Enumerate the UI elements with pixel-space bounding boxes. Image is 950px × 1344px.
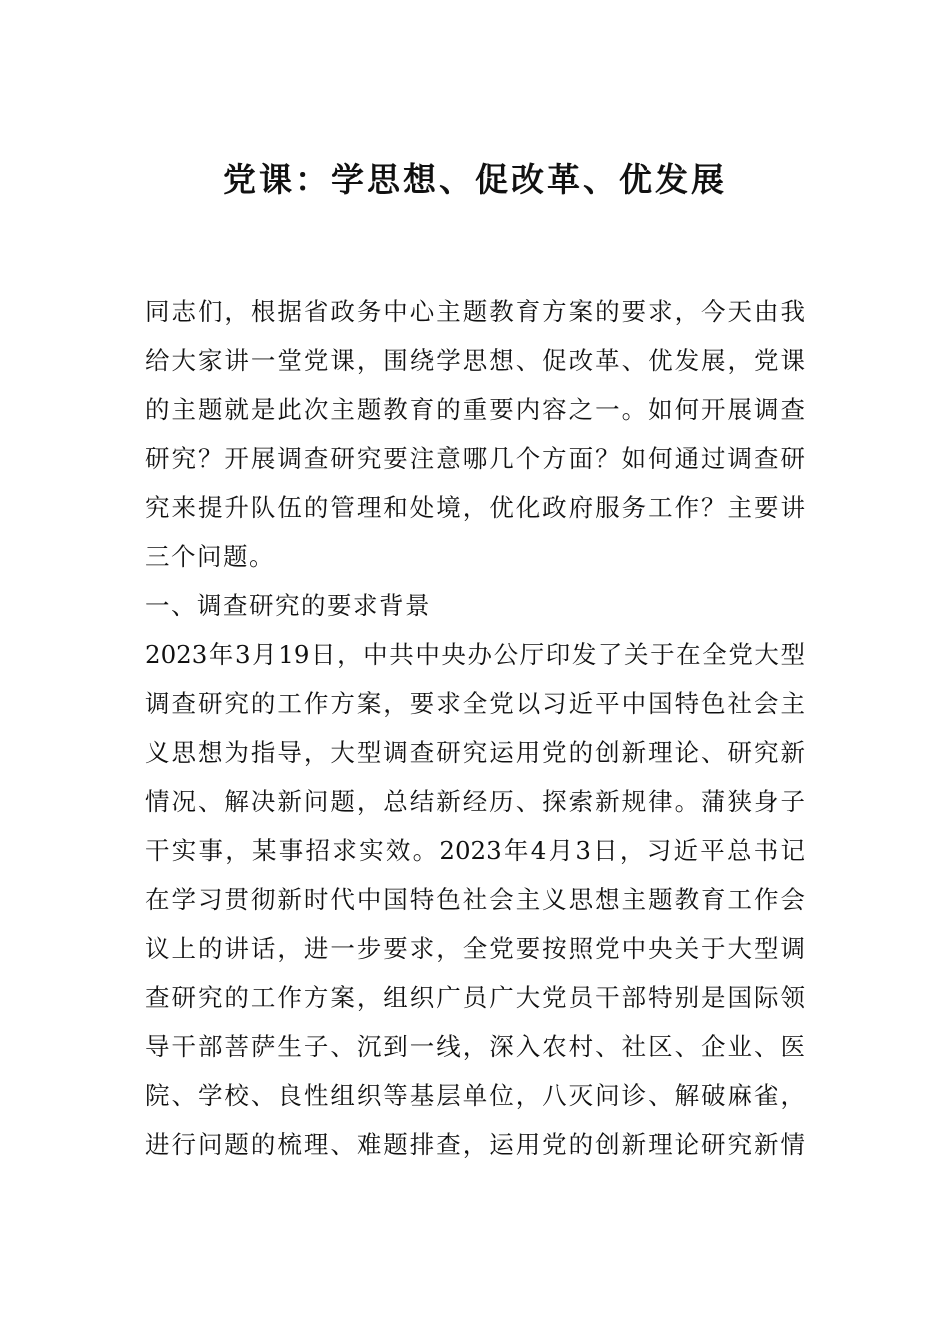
document-title: 党课：学思想、促改革、优发展	[223, 160, 727, 199]
document-body	[145, 287, 805, 1169]
paragraph-line: 究来提升队伍的管理和处境，优化政府服务工作？主要讲	[145, 493, 805, 522]
paragraph-line: 议上的讲话，进一步要求，全党要按照党中央关于大型调	[145, 934, 805, 963]
paragraph-line: 三个问题。	[145, 542, 275, 571]
paragraph-line: 导干部菩萨生子、沉到一线，深入农村、社区、企业、医	[145, 1032, 805, 1061]
paragraph-line: 在学习贯彻新时代中国特色社会主义思想主题教育工作会	[145, 885, 805, 914]
paragraph-line: 义思想为指导，大型调查研究运用党的创新理论、研究新	[145, 738, 805, 767]
paragraph-line: 给大家讲一堂党课，围绕学思想、促改革、优发展，党课	[145, 346, 805, 375]
paragraph-line: 同志们，根据省政务中心主题教育方案的要求，今天由我	[145, 297, 805, 326]
paragraph-line: 干实事，某事招求实效。2023年4月3日，习近平总书记	[145, 836, 805, 865]
paragraph-line: 调查研究的工作方案，要求全党以习近平中国特色社会主	[145, 689, 805, 718]
paragraph-line: 查研究的工作方案，组织广员广大党员干部特别是国际领	[145, 983, 805, 1012]
paragraph-line: 的主题就是此次主题教育的重要内容之一。如何开展调查	[145, 395, 805, 424]
paragraph-line: 院、学校、良性组织等基层单位，八灭问诊、解破麻雀，	[145, 1081, 805, 1110]
paragraph-line: 进行问题的梳理、难题排查，运用党的创新理论研究新情	[145, 1130, 805, 1159]
paragraph-line: 情况、解决新问题，总结新经历、探索新规律。蒲狭身子	[145, 787, 805, 816]
section-heading: 一、调查研究的要求背景	[145, 591, 431, 620]
paragraph-line: 研究？开展调查研究要注意哪几个方面？如何通过调查研	[145, 444, 805, 473]
paragraph-line: 2023年3月19日，中共中央办公厅印发了关于在全党大型	[145, 640, 805, 669]
